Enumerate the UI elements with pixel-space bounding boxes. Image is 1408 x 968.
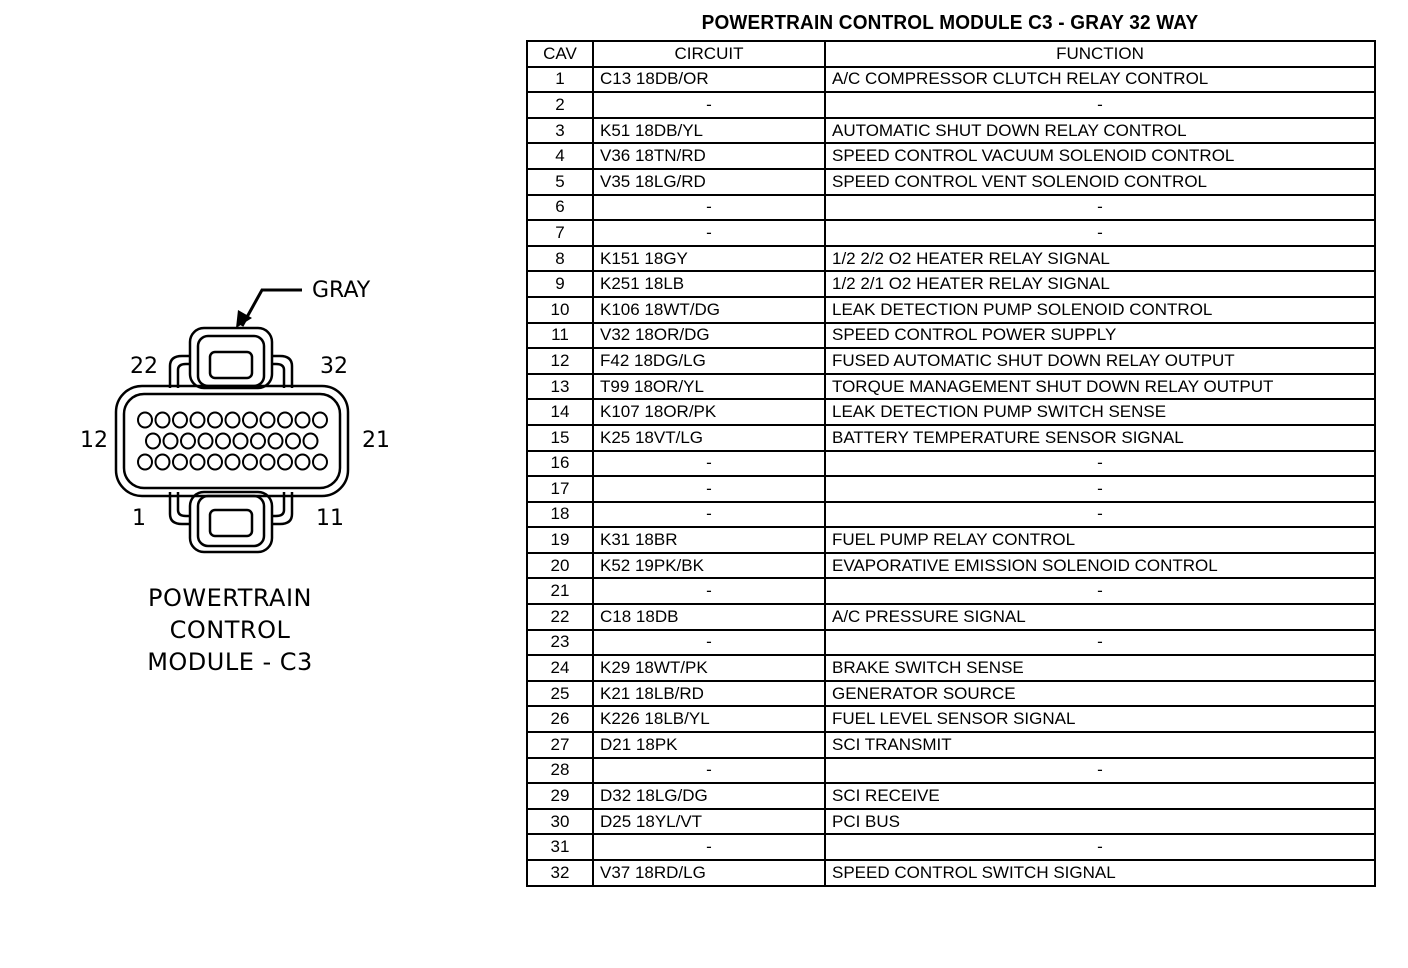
cell-cav: 19 (527, 527, 593, 553)
table-row (527, 630, 1375, 656)
cell-cav: 18 (527, 502, 593, 528)
cell-function: GENERATOR SOURCE (825, 681, 1375, 707)
cell-function: PCI BUS (825, 809, 1375, 835)
header-cav: CAV (527, 41, 593, 67)
cell-cav: 14 (527, 399, 593, 425)
pin-label-32: 32 (320, 354, 348, 379)
table-row (527, 834, 1375, 860)
pin-hole (234, 434, 248, 449)
pin-hole (296, 413, 310, 428)
cell-cav: 5 (527, 169, 593, 195)
cell-function: FUSED AUTOMATIC SHUT DOWN RELAY OUTPUT (825, 348, 1375, 374)
cell-function: - (825, 92, 1375, 118)
cell-cav: 23 (527, 630, 593, 656)
pin-hole (199, 434, 213, 449)
cell-cav: 15 (527, 425, 593, 451)
pin-hole (156, 413, 170, 428)
cell-cav: 30 (527, 809, 593, 835)
cell-circuit: K107 18OR/PK (593, 399, 825, 425)
table-header-row (527, 41, 1375, 67)
pin-hole (278, 413, 292, 428)
cell-function: 1/2 2/1 O2 HEATER RELAY SIGNAL (825, 271, 1375, 297)
cell-circuit: - (593, 92, 825, 118)
pin-hole (243, 455, 257, 470)
cell-function: - (825, 630, 1375, 656)
pin-hole (173, 455, 187, 470)
cell-function: AUTOMATIC SHUT DOWN RELAY CONTROL (825, 118, 1375, 144)
cell-cav: 12 (527, 348, 593, 374)
table-row (527, 143, 1375, 169)
pin-hole (164, 434, 178, 449)
table-row (527, 527, 1375, 553)
cell-cav: 17 (527, 476, 593, 502)
cell-cav: 22 (527, 604, 593, 630)
cell-circuit: D25 18YL/VT (593, 809, 825, 835)
cell-function: SCI RECEIVE (825, 783, 1375, 809)
pin-hole (278, 455, 292, 470)
connector-diagram (70, 270, 430, 570)
cell-circuit: K106 18WT/DG (593, 297, 825, 323)
header-function: FUNCTION (825, 41, 1375, 67)
caption-line: POWERTRAIN (148, 584, 312, 612)
pin-hole (243, 413, 257, 428)
cell-cav: 13 (527, 374, 593, 400)
cell-function: - (825, 220, 1375, 246)
cell-function: A/C PRESSURE SIGNAL (825, 604, 1375, 630)
table-row (527, 169, 1375, 195)
pin-hole (138, 455, 152, 470)
cell-function: - (825, 834, 1375, 860)
cell-circuit: K31 18BR (593, 527, 825, 553)
cell-circuit: V32 18OR/DG (593, 323, 825, 349)
pin-hole (226, 455, 240, 470)
cell-function: EVAPORATIVE EMISSION SOLENOID CONTROL (825, 553, 1375, 579)
cell-cav: 24 (527, 655, 593, 681)
cell-circuit: K151 18GY (593, 246, 825, 272)
pin-hole (138, 413, 152, 428)
caption-line: CONTROL (169, 616, 291, 644)
cell-function: SPEED CONTROL VACUUM SOLENOID CONTROL (825, 143, 1375, 169)
cell-circuit: - (593, 220, 825, 246)
cell-cav: 31 (527, 834, 593, 860)
cell-function: 1/2 2/2 O2 HEATER RELAY SIGNAL (825, 246, 1375, 272)
table-row (527, 758, 1375, 784)
cell-cav: 20 (527, 553, 593, 579)
cell-circuit: C18 18DB (593, 604, 825, 630)
cell-cav: 25 (527, 681, 593, 707)
cell-cav: 1 (527, 67, 593, 93)
cell-circuit: D21 18PK (593, 732, 825, 758)
table-row (527, 374, 1375, 400)
cell-circuit: C13 18DB/OR (593, 67, 825, 93)
pin-hole (261, 413, 275, 428)
cell-cav: 29 (527, 783, 593, 809)
cell-circuit: K226 18LB/YL (593, 706, 825, 732)
cell-cav: 9 (527, 271, 593, 297)
header-circuit: CIRCUIT (593, 41, 825, 67)
table-row (527, 732, 1375, 758)
cell-function: SPEED CONTROL SWITCH SIGNAL (825, 860, 1375, 886)
table-row (527, 67, 1375, 93)
pin-label-21: 21 (362, 428, 390, 453)
cell-cav: 3 (527, 118, 593, 144)
cell-circuit: T99 18OR/YL (593, 374, 825, 400)
cell-function: BRAKE SWITCH SENSE (825, 655, 1375, 681)
cell-circuit: K29 18WT/PK (593, 655, 825, 681)
cell-circuit: - (593, 502, 825, 528)
pin-hole (251, 434, 265, 449)
cell-circuit: - (593, 834, 825, 860)
pin-hole (313, 413, 327, 428)
pin-hole (146, 434, 160, 449)
pin-hole (191, 455, 205, 470)
table-title: POWERTRAIN CONTROL MODULE C3 - GRAY 32 WAY (701, 12, 1199, 34)
cell-function: - (825, 578, 1375, 604)
cell-circuit: D32 18LG/DG (593, 783, 825, 809)
table-row (527, 425, 1375, 451)
pin-hole (191, 413, 205, 428)
cell-circuit: V35 18LG/RD (593, 169, 825, 195)
pin-hole (226, 413, 240, 428)
cell-function: FUEL LEVEL SENSOR SIGNAL (825, 706, 1375, 732)
cell-circuit: - (593, 476, 825, 502)
cell-cav: 28 (527, 758, 593, 784)
pin-hole (181, 434, 195, 449)
cell-circuit: V37 18RD/LG (593, 860, 825, 886)
pin-hole (269, 434, 283, 449)
cell-circuit: F42 18DG/LG (593, 348, 825, 374)
cell-circuit: - (593, 195, 825, 221)
pin-hole (286, 434, 300, 449)
cell-cav: 10 (527, 297, 593, 323)
cell-cav: 32 (527, 860, 593, 886)
table-row (527, 399, 1375, 425)
pin-hole (261, 455, 275, 470)
pin-hole (313, 455, 327, 470)
table-row (527, 655, 1375, 681)
cell-cav: 11 (527, 323, 593, 349)
table-row (527, 809, 1375, 835)
caption-line: MODULE - C3 (147, 648, 313, 676)
table-row (527, 783, 1375, 809)
cell-circuit: - (593, 578, 825, 604)
cell-cav: 8 (527, 246, 593, 272)
table-row (527, 706, 1375, 732)
cell-function: LEAK DETECTION PUMP SWITCH SENSE (825, 399, 1375, 425)
pin-hole (216, 434, 230, 449)
cell-function: FUEL PUMP RELAY CONTROL (825, 527, 1375, 553)
table-row (527, 246, 1375, 272)
cell-circuit: - (593, 451, 825, 477)
table-row (527, 604, 1375, 630)
cell-function: BATTERY TEMPERATURE SENSOR SIGNAL (825, 425, 1375, 451)
table-row (527, 118, 1375, 144)
cell-cav: 2 (527, 92, 593, 118)
cell-cav: 21 (527, 578, 593, 604)
cell-function: - (825, 195, 1375, 221)
cell-circuit: K21 18LB/RD (593, 681, 825, 707)
pin-label-1: 1 (132, 506, 146, 531)
cell-circuit: V36 18TN/RD (593, 143, 825, 169)
cell-circuit: K52 19PK/BK (593, 553, 825, 579)
table-row (527, 220, 1375, 246)
cell-circuit: - (593, 630, 825, 656)
connector-drawing (70, 270, 430, 570)
pin-hole (208, 455, 222, 470)
cell-function: SPEED CONTROL POWER SUPPLY (825, 323, 1375, 349)
table-row (527, 476, 1375, 502)
cell-cav: 7 (527, 220, 593, 246)
cell-function: - (825, 502, 1375, 528)
pin-hole (296, 455, 310, 470)
table-row (527, 92, 1375, 118)
connector-color-label: GRAY (312, 278, 371, 303)
cell-function: TORQUE MANAGEMENT SHUT DOWN RELAY OUTPUT (825, 374, 1375, 400)
cell-cav: 6 (527, 195, 593, 221)
pin-hole (208, 413, 222, 428)
cell-circuit: - (593, 758, 825, 784)
table-row (527, 681, 1375, 707)
cell-circuit: K25 18VT/LG (593, 425, 825, 451)
cell-function: SPEED CONTROL VENT SOLENOID CONTROL (825, 169, 1375, 195)
cell-cav: 26 (527, 706, 593, 732)
pinout-table (526, 40, 1376, 887)
pin-hole (156, 455, 170, 470)
pin-hole (173, 413, 187, 428)
table-row (527, 271, 1375, 297)
pin-label-11: 11 (316, 506, 344, 531)
table-row (527, 451, 1375, 477)
pin-label-12: 12 (80, 428, 108, 453)
pin-label-22: 22 (130, 354, 158, 379)
connector-caption (90, 582, 370, 678)
table-row (527, 553, 1375, 579)
cell-function: A/C COMPRESSOR CLUTCH RELAY CONTROL (825, 67, 1375, 93)
cell-cav: 27 (527, 732, 593, 758)
table-row (527, 323, 1375, 349)
table-row (527, 195, 1375, 221)
cell-function: LEAK DETECTION PUMP SOLENOID CONTROL (825, 297, 1375, 323)
table-row (527, 348, 1375, 374)
pin-hole (304, 434, 318, 449)
table-row (527, 502, 1375, 528)
cell-function: - (825, 451, 1375, 477)
cell-circuit: K251 18LB (593, 271, 825, 297)
table-row (527, 297, 1375, 323)
cell-function: SCI TRANSMIT (825, 732, 1375, 758)
cell-function: - (825, 758, 1375, 784)
cell-cav: 4 (527, 143, 593, 169)
cell-cav: 16 (527, 451, 593, 477)
cell-circuit: K51 18DB/YL (593, 118, 825, 144)
table-row (527, 578, 1375, 604)
table-row (527, 860, 1375, 886)
cell-function: - (825, 476, 1375, 502)
